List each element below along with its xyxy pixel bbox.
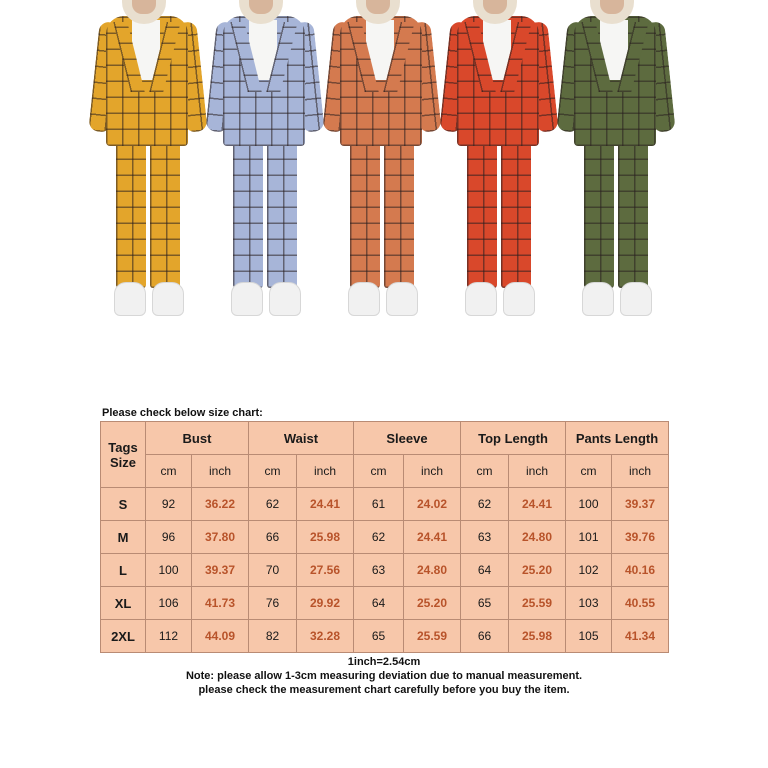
shoe-l [114,282,146,316]
inch-cell: 27.56 [297,554,354,587]
cm-cell: 66 [249,521,297,554]
group-header-sleeve: Sleeve [354,422,461,455]
inch-cell: 25.59 [404,620,461,653]
cm-cell: 103 [566,587,612,620]
inch-cell: 29.92 [297,587,354,620]
inch-cell: 25.20 [509,554,566,587]
unit-header: cm [566,455,612,488]
conversion-note: 1inch=2.54cm [347,656,421,668]
inch-cell: 24.41 [509,488,566,521]
inch-cell: 24.02 [404,488,461,521]
group-header-pants-length: Pants Length [566,422,669,455]
leg-r [501,140,531,288]
check-chart-note: please check the measurement chart carefully before you buy the item. [198,684,570,696]
unit-header: cm [249,455,297,488]
cm-cell: 92 [146,488,192,521]
cm-cell: 62 [249,488,297,521]
deviation-note: Note: please allow 1-3cm measuring deviation due to manual measurement. [185,670,583,682]
cm-cell: 112 [146,620,192,653]
inch-cell: 36.22 [192,488,249,521]
cm-cell: 101 [566,521,612,554]
shoe-r [269,282,301,316]
cm-cell: 106 [146,587,192,620]
cm-cell: 100 [146,554,192,587]
inch-cell: 25.59 [509,587,566,620]
size-chart-group-row [101,422,669,455]
inch-cell: 24.41 [297,488,354,521]
size-chart-body [101,488,669,653]
shoe-l [465,282,497,316]
unit-header: inch [192,455,249,488]
cm-cell: 61 [354,488,404,521]
unit-header: cm [146,455,192,488]
size-chart-table [100,421,669,653]
shoe-r [620,282,652,316]
unit-header: cm [461,455,509,488]
cm-cell: 64 [354,587,404,620]
inch-cell: 41.34 [612,620,669,653]
leg-r [618,140,648,288]
cm-cell: 70 [249,554,297,587]
leg-l [233,140,263,288]
cm-cell: 66 [461,620,509,653]
unit-header: inch [297,455,354,488]
size-label: S [101,488,146,521]
cm-cell: 100 [566,488,612,521]
model-olive [560,0,672,318]
inch-cell: 39.37 [192,554,249,587]
leg-l [584,140,614,288]
leg-r [384,140,414,288]
inch-cell: 24.80 [404,554,461,587]
group-header-bust: Bust [146,422,249,455]
cm-cell: 63 [461,521,509,554]
inch-cell: 25.98 [509,620,566,653]
inch-cell: 32.28 [297,620,354,653]
inch-cell: 37.80 [192,521,249,554]
size-chart-unit-row [101,455,669,488]
cm-cell: 82 [249,620,297,653]
inch-cell: 41.73 [192,587,249,620]
model-lightblue [209,0,321,318]
inch-cell: 40.55 [612,587,669,620]
inch-cell: 44.09 [192,620,249,653]
cm-cell: 62 [354,521,404,554]
tags-size-header: Tags Size [101,422,146,488]
leg-r [150,140,180,288]
group-header-waist: Waist [249,422,354,455]
cm-cell: 65 [354,620,404,653]
shoe-r [386,282,418,316]
shoe-l [348,282,380,316]
measurement-notes [100,655,668,697]
cm-cell: 96 [146,521,192,554]
size-row-m [101,521,669,554]
inch-cell: 40.16 [612,554,669,587]
shoe-l [582,282,614,316]
inch-cell: 24.80 [509,521,566,554]
model-mustard [92,0,204,318]
inch-cell: 39.76 [612,521,669,554]
cm-cell: 63 [354,554,404,587]
leg-l [467,140,497,288]
size-row-s [101,488,669,521]
size-label: M [101,521,146,554]
shoe-r [152,282,184,316]
shoe-l [231,282,263,316]
cm-cell: 76 [249,587,297,620]
leg-r [267,140,297,288]
size-label: L [101,554,146,587]
shoe-r [503,282,535,316]
leg-l [350,140,380,288]
inch-cell: 39.37 [612,488,669,521]
inch-cell: 25.98 [297,521,354,554]
model-terracotta [326,0,438,318]
cm-cell: 64 [461,554,509,587]
unit-header: inch [404,455,461,488]
product-photo-strip [92,0,674,318]
cm-cell: 62 [461,488,509,521]
cm-cell: 105 [566,620,612,653]
inch-cell: 25.20 [404,587,461,620]
size-row-l [101,554,669,587]
size-label: XL [101,587,146,620]
cm-cell: 65 [461,587,509,620]
unit-header: inch [509,455,566,488]
size-label: 2XL [101,620,146,653]
unit-header: cm [354,455,404,488]
model-red [443,0,555,318]
size-chart-caption: Please check below size chart: [102,407,263,419]
cm-cell: 102 [566,554,612,587]
size-row-xl [101,587,669,620]
unit-header: inch [612,455,669,488]
group-header-top-length: Top Length [461,422,566,455]
leg-l [116,140,146,288]
inch-cell: 24.41 [404,521,461,554]
size-row-2xl [101,620,669,653]
